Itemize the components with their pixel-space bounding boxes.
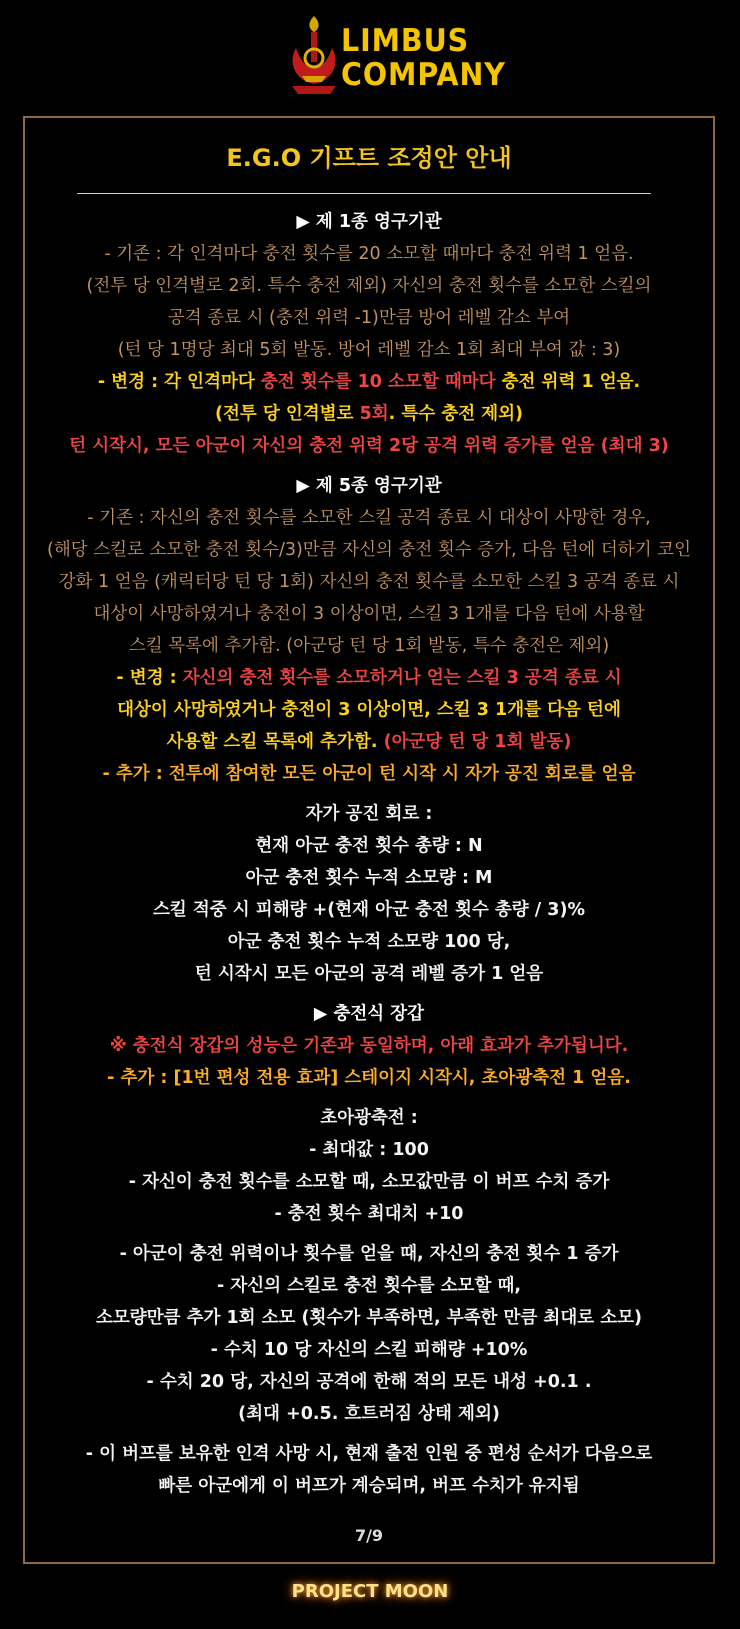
s5-old-line: 스킬 목록에 추가함. (아군당 턴 당 1회 발동, 특수 충전은 제외) (128, 636, 610, 656)
s5-old-line: - 기존 : 자신의 충전 횟수를 소모한 스킬 공격 종료 시 대상이 사망한 경우, (87, 508, 651, 528)
s1-old-line: 공격 종료 시 (충전 위력 -1)만큼 방어 레벨 감소 부여 (167, 308, 571, 328)
buff-line: - 자신의 스킬로 충전 횟수를 소모할 때, (216, 1276, 522, 1296)
s5-change-line-2: 대상이 사망하였거나 충전이 3 이상이면, 스킬 3 1개를 다음 턴에 (117, 700, 621, 720)
buff-line: - 이 버프를 보유한 인격 사망 시, 현재 출전 인원 중 편성 순서가 다음으로 (85, 1444, 653, 1464)
s5-old-line: 대상이 사망하였거나 충전이 3 이상이면, 스킬 3 1개를 다음 턴에 사용할 (93, 604, 645, 624)
circuit-line: 아군 충전 횟수 누적 소모량 100 당, (227, 932, 511, 952)
s5-change-line: - 변경 : 자신의 충전 횟수를 소모하거나 얻는 스킬 3 공격 종료 시 (116, 668, 622, 688)
circuit-line: 자가 공진 회로 : (305, 804, 433, 824)
circuit-line: 현재 아군 충전 횟수 총량 : N (255, 836, 483, 856)
s5-old-line: (해당 스킬로 소모한 충전 횟수/3)만큼 자신의 충전 횟수 증가, 다음 턴에 더하기 코인 (47, 540, 691, 560)
armor-add-line: - 추가 : [1번 편성 전용 효과] 스테이지 시작시, 초아광축전 1 얻음. (107, 1068, 631, 1088)
buff-line: - 최대값 : 100 (309, 1140, 429, 1160)
s1-old-line: (턴 당 1명당 최대 5회 발동. 방어 레벨 감소 1회 최대 부여 값 : 3) (117, 340, 621, 360)
notice-title: E.G.O 기프트 조정안 안내 (226, 144, 512, 172)
title-divider (77, 193, 651, 194)
s5-old-line: 강화 1 얻음 (캐릭터당 턴 당 1회) 자신의 충전 횟수를 소모한 스킬 3 공격 종료 시 (58, 572, 680, 592)
notice-panel (23, 116, 715, 1564)
buff-line: - 자신이 충전 횟수를 소모할 때, 소모값만큼 이 버프 수치 증가 (128, 1172, 610, 1192)
buff-line: - 아군이 충전 위력이나 횟수를 얻을 때, 자신의 충전 횟수 1 증가 (119, 1244, 619, 1264)
s1-change-line-2: (전투 당 인격별로 5회. 특수 충전 제외) (214, 404, 524, 424)
notice-body (25, 206, 713, 1502)
section-heading-5: ▶ 제 5종 영구기관 (296, 476, 442, 496)
s5-change-line-3: 사용할 스킬 목록에 추가함. (아군당 턴 당 1회 발동) (166, 732, 572, 752)
s1-change-line: - 변경 : 각 인격마다 충전 횟수를 10 소모할 때마다 충전 위력 1 얻음. (97, 372, 641, 392)
s1-old-line: (전투 당 인격별로 2회. 특수 충전 제외) 자신의 충전 횟수를 소모한 스킬의 (86, 276, 652, 296)
buff-line: - 수치 10 당 자신의 스킬 피해량 +10% (210, 1340, 528, 1360)
footer-brand: PROJECT MOON (291, 1581, 449, 1602)
buff-line: 빠른 아군에게 이 버프가 계승되며, 버프 수치가 유지됨 (158, 1476, 580, 1496)
logo-line-2: COMPANY (341, 57, 506, 93)
circuit-line: 스킬 적중 시 피해량 +(현재 아군 충전 횟수 총량 / 3)% (153, 900, 585, 920)
circuit-line: 아군 충전 횟수 누적 소모량 : M (245, 868, 493, 888)
buff-line: 소모량만큼 추가 1회 소모 (횟수가 부족하면, 부족한 만큼 최대로 소모) (95, 1308, 643, 1328)
s1-change-line-3: 턴 시작시, 모든 아군이 자신의 충전 위력 2당 공격 위력 증가를 얻음 (최대 3) (69, 436, 669, 456)
emblem-icon (286, 14, 342, 98)
limbus-company-logo (0, 14, 740, 98)
buff-line: - 충전 횟수 최대치 +10 (274, 1204, 464, 1224)
logo-wordmark (341, 23, 506, 93)
s1-old-line: - 기존 : 각 인격마다 충전 횟수를 20 소모할 때마다 충전 위력 1 얻음. (104, 244, 634, 264)
buff-line: 초아광축전 : (320, 1108, 418, 1128)
buff-line: - 수치 20 당, 자신의 공격에 한해 적의 모든 내성 +0.1 . (146, 1372, 592, 1392)
logo-line-1: LIMBUS (341, 23, 470, 59)
circuit-line: 턴 시작시 모든 아군의 공격 레벨 증가 1 얻음 (194, 964, 544, 984)
section-heading-armor: ▶ 충전식 장갑 (313, 1004, 425, 1024)
page-indicator: 7/9 (354, 1526, 384, 1545)
s5-add-line: - 추가 : 전투에 참여한 모든 아군이 턴 시작 시 자가 공진 회로를 얻음 (102, 764, 636, 784)
section-heading-1: ▶ 제 1종 영구기관 (296, 212, 442, 232)
buff-line: (최대 +0.5. 흐트러짐 상태 제외) (238, 1404, 500, 1424)
armor-note: ※ 충전식 장갑의 성능은 기존과 동일하며, 아래 효과가 추가됩니다. (109, 1036, 629, 1056)
